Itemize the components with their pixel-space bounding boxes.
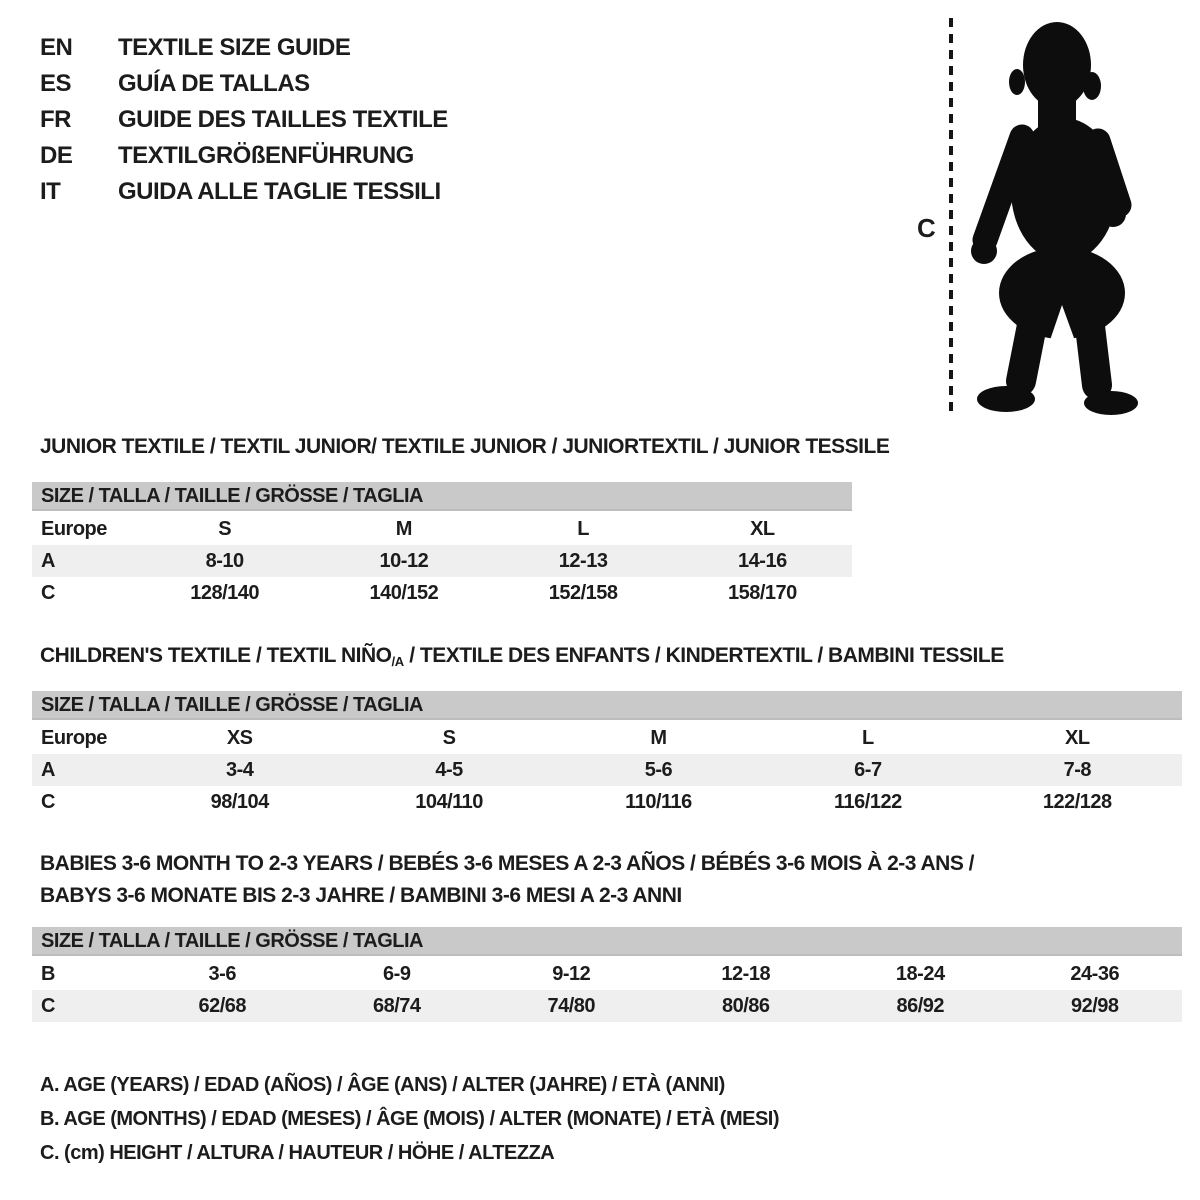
table-row-height-cm (32, 577, 852, 609)
row-label: B (41, 962, 55, 985)
children-title-text: CHILDREN'S TEXTILE / TEXTIL NIÑO (40, 644, 392, 667)
guide-title: TEXTILGRÖßENFÜHRUNG (118, 142, 414, 169)
table-row-age-years (32, 754, 1182, 786)
size-cell: 4-5 (435, 758, 463, 781)
guide-title: GUÍA DE TALLAS (118, 70, 310, 97)
row-label: C (41, 790, 55, 813)
table-row-height-cm (32, 786, 1182, 818)
row-label: Europe (41, 726, 107, 749)
size-cell: 80/86 (721, 994, 770, 1017)
legend (40, 1068, 779, 1170)
language-code: FR (40, 106, 71, 133)
table-row-age-years (32, 545, 852, 577)
size-cell: 122/128 (1042, 790, 1112, 813)
language-row (40, 138, 448, 174)
legend-line-b: B. AGE (MONTHS) / EDAD (MESES) / ÂGE (MOIS) / ALTER (MONATE) / ETÀ (MESI) (40, 1108, 780, 1130)
size-cell: 9-12 (552, 962, 591, 985)
language-row (40, 102, 448, 138)
language-title-list (40, 30, 448, 210)
size-cell: 12-13 (558, 549, 608, 572)
row-label: C (41, 994, 55, 1017)
legend-line-c: C. (cm) HEIGHT / ALTURA / HAUTEUR / HÖHE / ALTEZZA (40, 1142, 555, 1164)
size-cell: 152/158 (548, 581, 618, 604)
size-cell: M (650, 726, 667, 749)
language-code: IT (40, 178, 61, 205)
size-cell: 12-18 (721, 962, 771, 985)
size-cell: 10-12 (379, 549, 429, 572)
size-header-bar: SIZE / TALLA / TAILLE / GRÖSSE / TAGLIA (32, 691, 1182, 720)
language-row (40, 66, 448, 102)
size-cell: 140/152 (369, 581, 439, 604)
size-cell: 86/92 (896, 994, 945, 1017)
children-textile-section (32, 645, 1182, 825)
size-cell: 62/68 (198, 994, 247, 1017)
guide-title: TEXTILE SIZE GUIDE (118, 34, 351, 61)
language-code: ES (40, 70, 72, 97)
guide-title: GUIDA ALLE TAGLIE TESSILI (118, 178, 441, 205)
size-cell: 158/170 (727, 581, 797, 604)
size-cell: 5-6 (644, 758, 673, 781)
baby-figure (890, 10, 1195, 435)
table-row-age-months (32, 958, 1182, 990)
size-cell: 116/122 (834, 790, 902, 813)
language-row (40, 30, 448, 66)
children-size-table (32, 722, 1182, 818)
size-cell: 3-6 (208, 962, 236, 985)
language-code: DE (40, 142, 73, 169)
size-cell: 18-24 (895, 962, 945, 985)
size-cell: XL (750, 517, 775, 540)
junior-size-table (32, 513, 852, 609)
size-cell: 74/80 (547, 994, 596, 1017)
row-label: C (41, 581, 55, 604)
size-cell: XL (1065, 726, 1090, 749)
guide-title: GUIDE DES TAILLES TEXTILE (118, 106, 448, 133)
size-header-bar: SIZE / TALLA / TAILLE / GRÖSSE / TAGLIA (32, 482, 852, 511)
babies-section-title-line2: BABYS 3-6 MONATE BIS 2-3 JAHRE / BAMBINI 3-6 MESI A 2-3 ANNI (40, 884, 682, 907)
table-row-europe (32, 722, 1182, 754)
size-cell: 3-4 (225, 758, 254, 781)
junior-textile-section (32, 435, 890, 616)
size-cell: 68/74 (372, 994, 421, 1017)
table-row-europe (32, 513, 852, 545)
size-cell: 110/116 (625, 790, 692, 813)
size-cell: S (218, 517, 232, 540)
row-label: Europe (41, 517, 107, 540)
children-title-subscript: /A (391, 654, 404, 669)
size-cell: 6-7 (854, 758, 882, 781)
babies-size-table (32, 958, 1182, 1022)
baby-silhouette-icon (970, 15, 1140, 415)
row-label: A (41, 549, 55, 572)
legend-line-a: A. AGE (YEARS) / EDAD (AÑOS) / ÂGE (ANS) / ALTER (JAHRE) / ETÀ (ANNI) (40, 1074, 725, 1096)
size-cell: 8-10 (205, 549, 244, 572)
size-cell: L (862, 726, 874, 749)
height-measure-line (949, 18, 953, 416)
language-row (40, 174, 448, 210)
junior-section-title: JUNIOR TEXTILE / TEXTIL JUNIOR/ TEXTILE JUNIOR / JUNIORTEXTIL / JUNIOR TESSILE (40, 435, 890, 458)
children-section-title (40, 645, 1004, 673)
children-title-text: / TEXTILE DES ENFANTS / KINDERTEXTIL / BAMBINI TESSILE (403, 644, 1004, 667)
size-cell: 128/140 (190, 581, 260, 604)
size-cell: 6-9 (383, 962, 411, 985)
size-cell: 7-8 (1063, 758, 1091, 781)
size-cell: 98/104 (210, 790, 269, 813)
size-cell: S (442, 726, 456, 749)
size-cell: L (577, 517, 589, 540)
size-cell: 104/110 (415, 790, 483, 813)
language-code: EN (40, 34, 73, 61)
size-header-bar: SIZE / TALLA / TAILLE / GRÖSSE / TAGLIA (32, 927, 1182, 956)
height-measure-label: C (917, 213, 936, 243)
row-label: A (41, 758, 55, 781)
size-cell: XS (226, 726, 253, 749)
size-cell: M (395, 517, 412, 540)
size-cell: 92/98 (1070, 994, 1119, 1017)
size-cell: 24-36 (1070, 962, 1120, 985)
size-cell: 14-16 (738, 549, 787, 572)
table-row-height-cm (32, 990, 1182, 1022)
babies-textile-section (32, 853, 1182, 1031)
babies-section-title-line1: BABIES 3-6 MONTH TO 2-3 YEARS / BEBÉS 3-6 MESES A 2-3 AÑOS / BÉBÉS 3-6 MOIS À 2-3 ANS / (40, 852, 975, 875)
